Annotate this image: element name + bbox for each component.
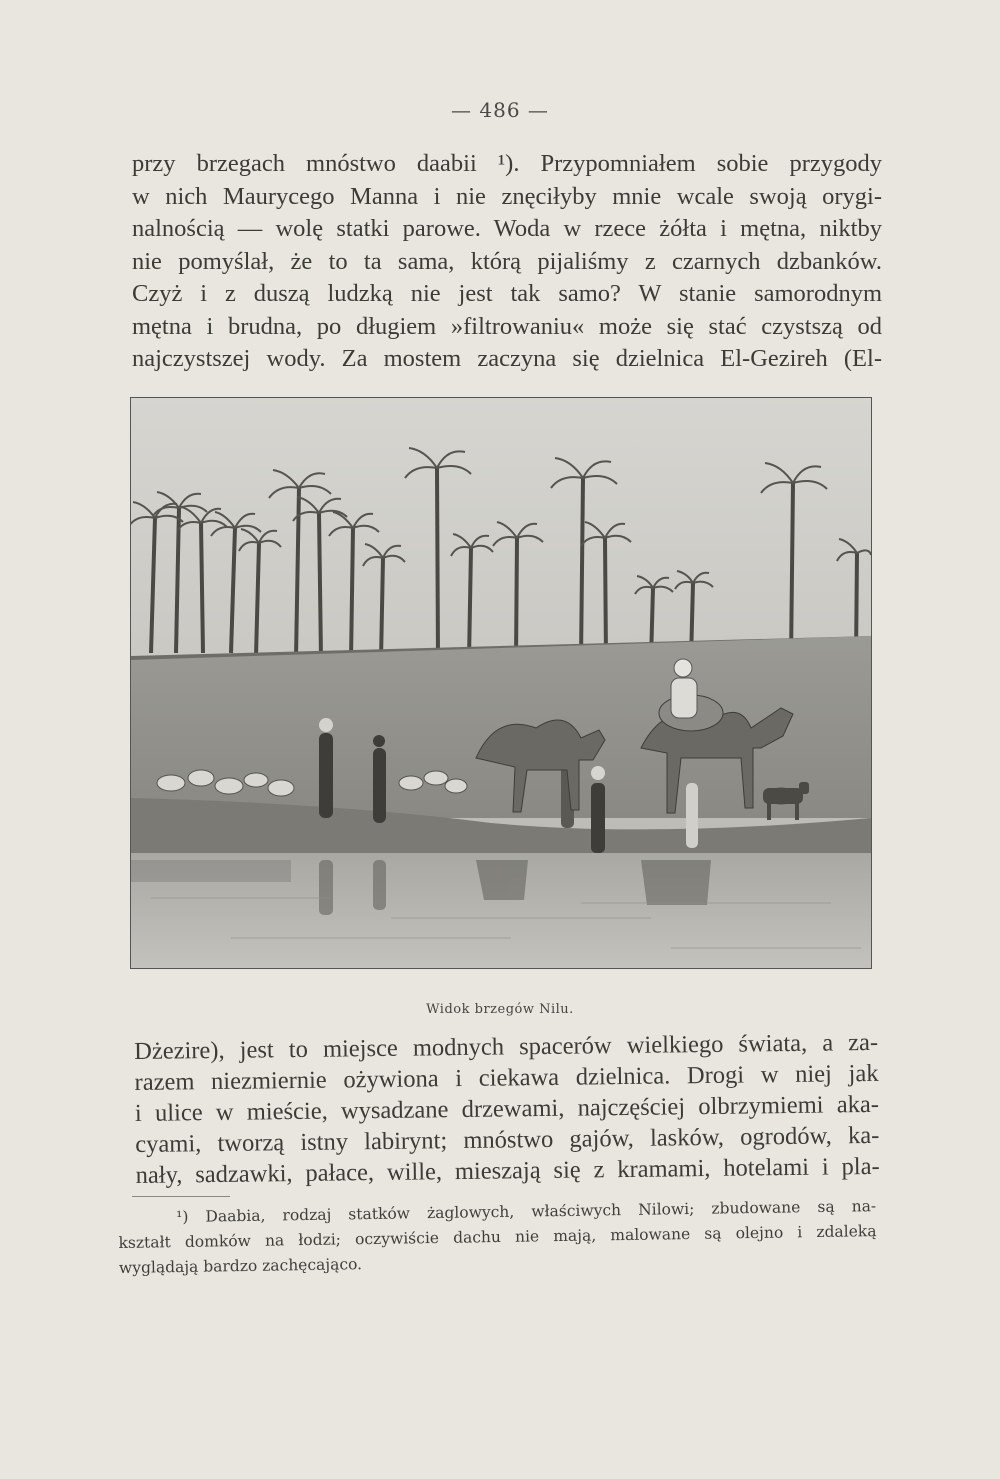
text-line: Dżezire), jest to miejsce modnych spacerów wielkiego świata, a za-: [134, 1028, 879, 1065]
text-line: nalnością — wolę statki parowe. Woda w rzece żółta i mętna, niktby: [132, 215, 882, 242]
nile-bank-photograph: [130, 397, 872, 969]
text-line: i ulice w mieście, wysadzane drzewami, najczęściej olbrzymiemi aka-: [134, 1090, 880, 1127]
page-number: — 486 —: [451, 98, 549, 122]
footnote-line: ¹) Daabia, rodzaj statków żaglowych, właściwych Nilowi; zbudowane są na-: [176, 1197, 877, 1227]
text-line: mętna i brudna, po długiem »filtrowaniu« może się stać czystszą od: [132, 312, 882, 340]
paragraph-top: [132, 148, 882, 376]
footnote-rule: [132, 1196, 230, 1197]
text-line: razem niezmiernie ożywiona i ciekawa dzielnica. Drogi w niej jak: [134, 1059, 879, 1096]
photo-illustration: [131, 398, 871, 968]
footnote-line: kształt domków na łodzi; oczywiście dachu nie mają, malowane są olejno i zdaleką: [118, 1222, 877, 1252]
paragraph-bottom: [134, 1027, 880, 1191]
footnote: [118, 1194, 877, 1281]
text-line: nały, sadzawki, pałace, wille, mieszają się z kramami, hotelami i pla-: [135, 1152, 880, 1189]
footnote-line: wyglądają bardzo zachęcająco.: [118, 1255, 363, 1277]
text-line: cyami, tworzą istny labirynt; mnóstwo gajów, lasków, ogrodów, ka-: [135, 1121, 880, 1158]
text-line: przy brzegach mnóstwo daabii ¹). Przypomniałem sobie przygody: [132, 150, 882, 177]
text-line: nie pomyślał, że to ta sama, którą pijaliśmy z czarnych dzbanków.: [132, 247, 882, 275]
sky: [131, 398, 871, 668]
text-line: Czyż i z duszą ludzką nie jest tak samo? W stanie samorodnym: [132, 280, 882, 307]
figure-caption: Widok brzegów Nilu.: [426, 1002, 574, 1017]
text-line: najczystszej wody. Za mostem zaczyna się dzielnica El-Gezireh (El-: [132, 345, 882, 372]
text-line: w nich Maurycego Manna i nie znęciłyby mnie wcale swoją orygi-: [132, 182, 882, 210]
